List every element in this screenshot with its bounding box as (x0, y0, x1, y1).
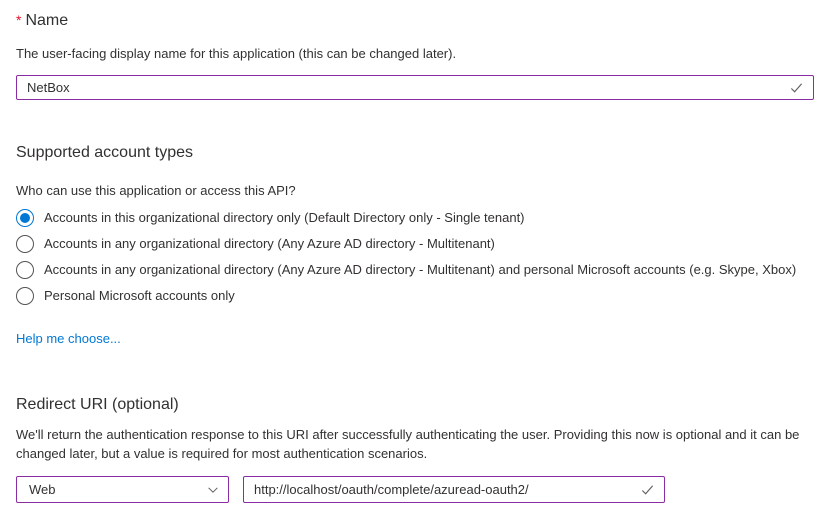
redirect-uri-description: We'll return the authentication response to this URI after successfully authenticating the user. Providing this now is optional and it can be changed later, but a value is required for most authentication scenarios. (16, 427, 800, 461)
radio-unselected-icon[interactable] (16, 235, 34, 253)
required-asterisk: * (16, 12, 22, 28)
account-type-option-label: Accounts in any organizational directory (Any Azure AD directory - Multitenant) and personal Microsoft accounts (e.g. Skype, Xbox) (44, 262, 797, 277)
redirect-uri-input[interactable] (244, 477, 664, 502)
help-me-choose-link[interactable]: Help me choose... (16, 331, 121, 346)
platform-select[interactable] (16, 476, 229, 503)
name-title-text: Name (25, 12, 69, 29)
name-section-title (16, 10, 814, 31)
account-type-option-4[interactable] (16, 283, 814, 309)
name-input[interactable] (17, 76, 813, 99)
account-types-title: Supported account types (16, 144, 194, 161)
redirect-uri-title: Redirect URI (optional) (16, 396, 179, 413)
account-types-question: Who can use this application or access this API? (16, 183, 296, 198)
radio-dot (20, 239, 30, 249)
platform-select-value: Web (29, 482, 56, 497)
name-input-box (16, 75, 814, 100)
account-type-option-2[interactable] (16, 231, 814, 257)
radio-unselected-icon[interactable] (16, 287, 34, 305)
radio-dot (20, 213, 30, 223)
account-type-options (16, 205, 814, 309)
chevron-down-icon (206, 483, 220, 497)
radio-dot (20, 291, 30, 301)
redirect-uri-input-box (243, 476, 665, 503)
app-registration-form (0, 10, 829, 503)
account-type-option-label: Personal Microsoft accounts only (44, 288, 235, 303)
radio-dot (20, 265, 30, 275)
account-type-option-3[interactable] (16, 257, 814, 283)
radio-unselected-icon[interactable] (16, 261, 34, 279)
name-description: The user-facing display name for this application (this can be changed later). (16, 46, 457, 61)
radio-selected-icon[interactable] (16, 209, 34, 227)
account-type-option-label: Accounts in this organizational directory only (Default Directory only - Single tenant) (44, 210, 525, 225)
account-type-option-1[interactable] (16, 205, 814, 231)
redirect-uri-row (16, 476, 814, 503)
account-type-option-label: Accounts in any organizational directory (Any Azure AD directory - Multitenant) (44, 236, 495, 251)
